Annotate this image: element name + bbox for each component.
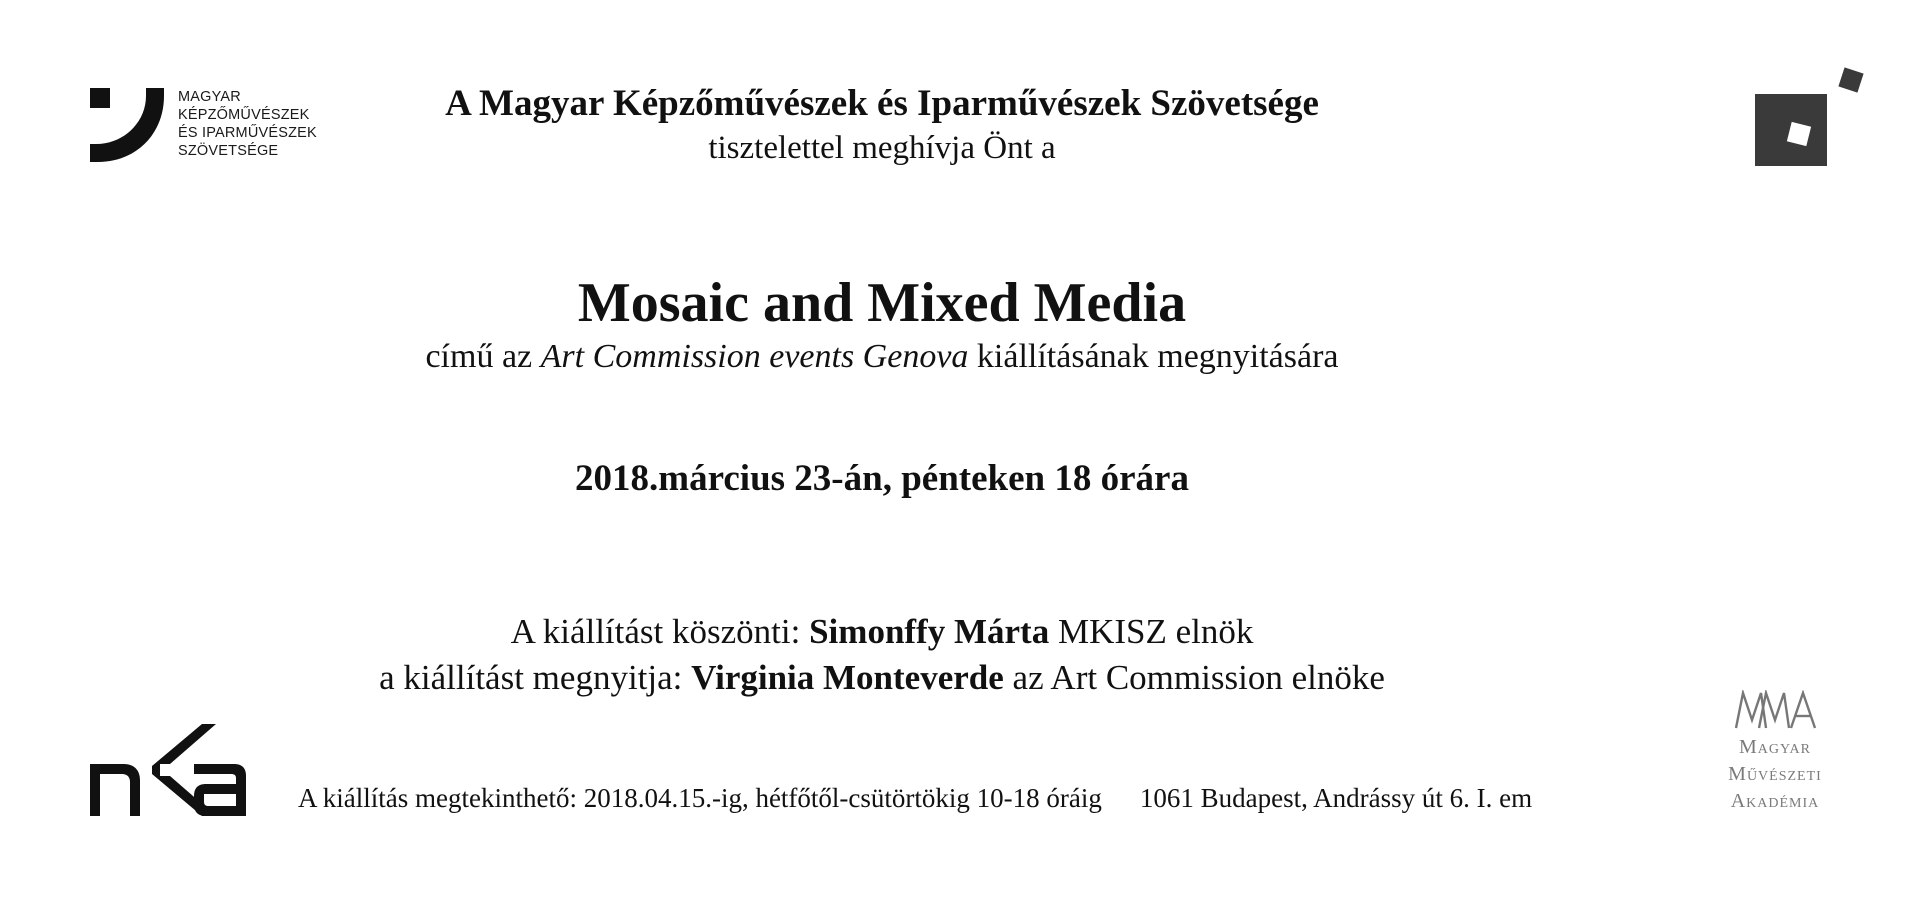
- subtitle-suffix: kiállításának megnyitására: [968, 338, 1339, 375]
- mma-wordmark: [1710, 734, 1840, 815]
- mma-line: Magyar: [1738, 736, 1811, 758]
- mma-line: Művészeti: [1728, 763, 1822, 785]
- greeting-prefix: A kiállítást köszönti:: [510, 612, 810, 651]
- mkisz-line: KÉPZŐMŰVÉSZEK: [178, 107, 310, 123]
- mkisz-line: MAGYAR: [178, 89, 241, 105]
- mma-line: Akadémia: [1730, 790, 1820, 812]
- venue-address: 1061 Budapest, Andrássy út 6. I. em: [1139, 783, 1533, 813]
- subtitle-prefix: című az: [425, 338, 541, 375]
- mkisz-line: ÉS IPARMŰVÉSZEK: [178, 125, 317, 141]
- greeting-speaker-name: Simonffy Márta: [809, 612, 1050, 651]
- nka-logo-icon: [90, 724, 250, 816]
- greeting-suffix: MKISZ elnök: [1049, 612, 1254, 651]
- viewing-hours: A kiállítás megtekinthető: 2018.04.15.-ig, hétfőtől-csütörtökig 10-18 óráig: [298, 783, 1102, 813]
- exhibition-subtitle: [0, 336, 1842, 378]
- opening-speaker-name: Virginia Monteverde: [691, 658, 1004, 697]
- subtitle-event-name: Art Commission events Genova: [540, 338, 969, 375]
- exhibition-title: Mosaic and Mixed Media: [577, 272, 1187, 334]
- mkisz-line: SZÖVETSÉGE: [178, 143, 279, 159]
- invite-line: tisztelettel meghívja Önt a: [708, 130, 1056, 166]
- organization-name: A Magyar Képzőművészek és Iparművészek Szövetsége: [445, 83, 1319, 124]
- mma-monogram-icon: [1733, 690, 1817, 730]
- opening-prefix: a kiállítást megnyitja:: [379, 658, 692, 697]
- opening-line: [0, 656, 1842, 700]
- footer-info: [298, 780, 1532, 816]
- mma-logo: [1710, 690, 1840, 820]
- greeting-line: [0, 610, 1842, 654]
- opening-suffix: az Art Commission elnöke: [1003, 658, 1385, 697]
- event-date: 2018.március 23-án, pénteken 18 órára: [575, 458, 1189, 499]
